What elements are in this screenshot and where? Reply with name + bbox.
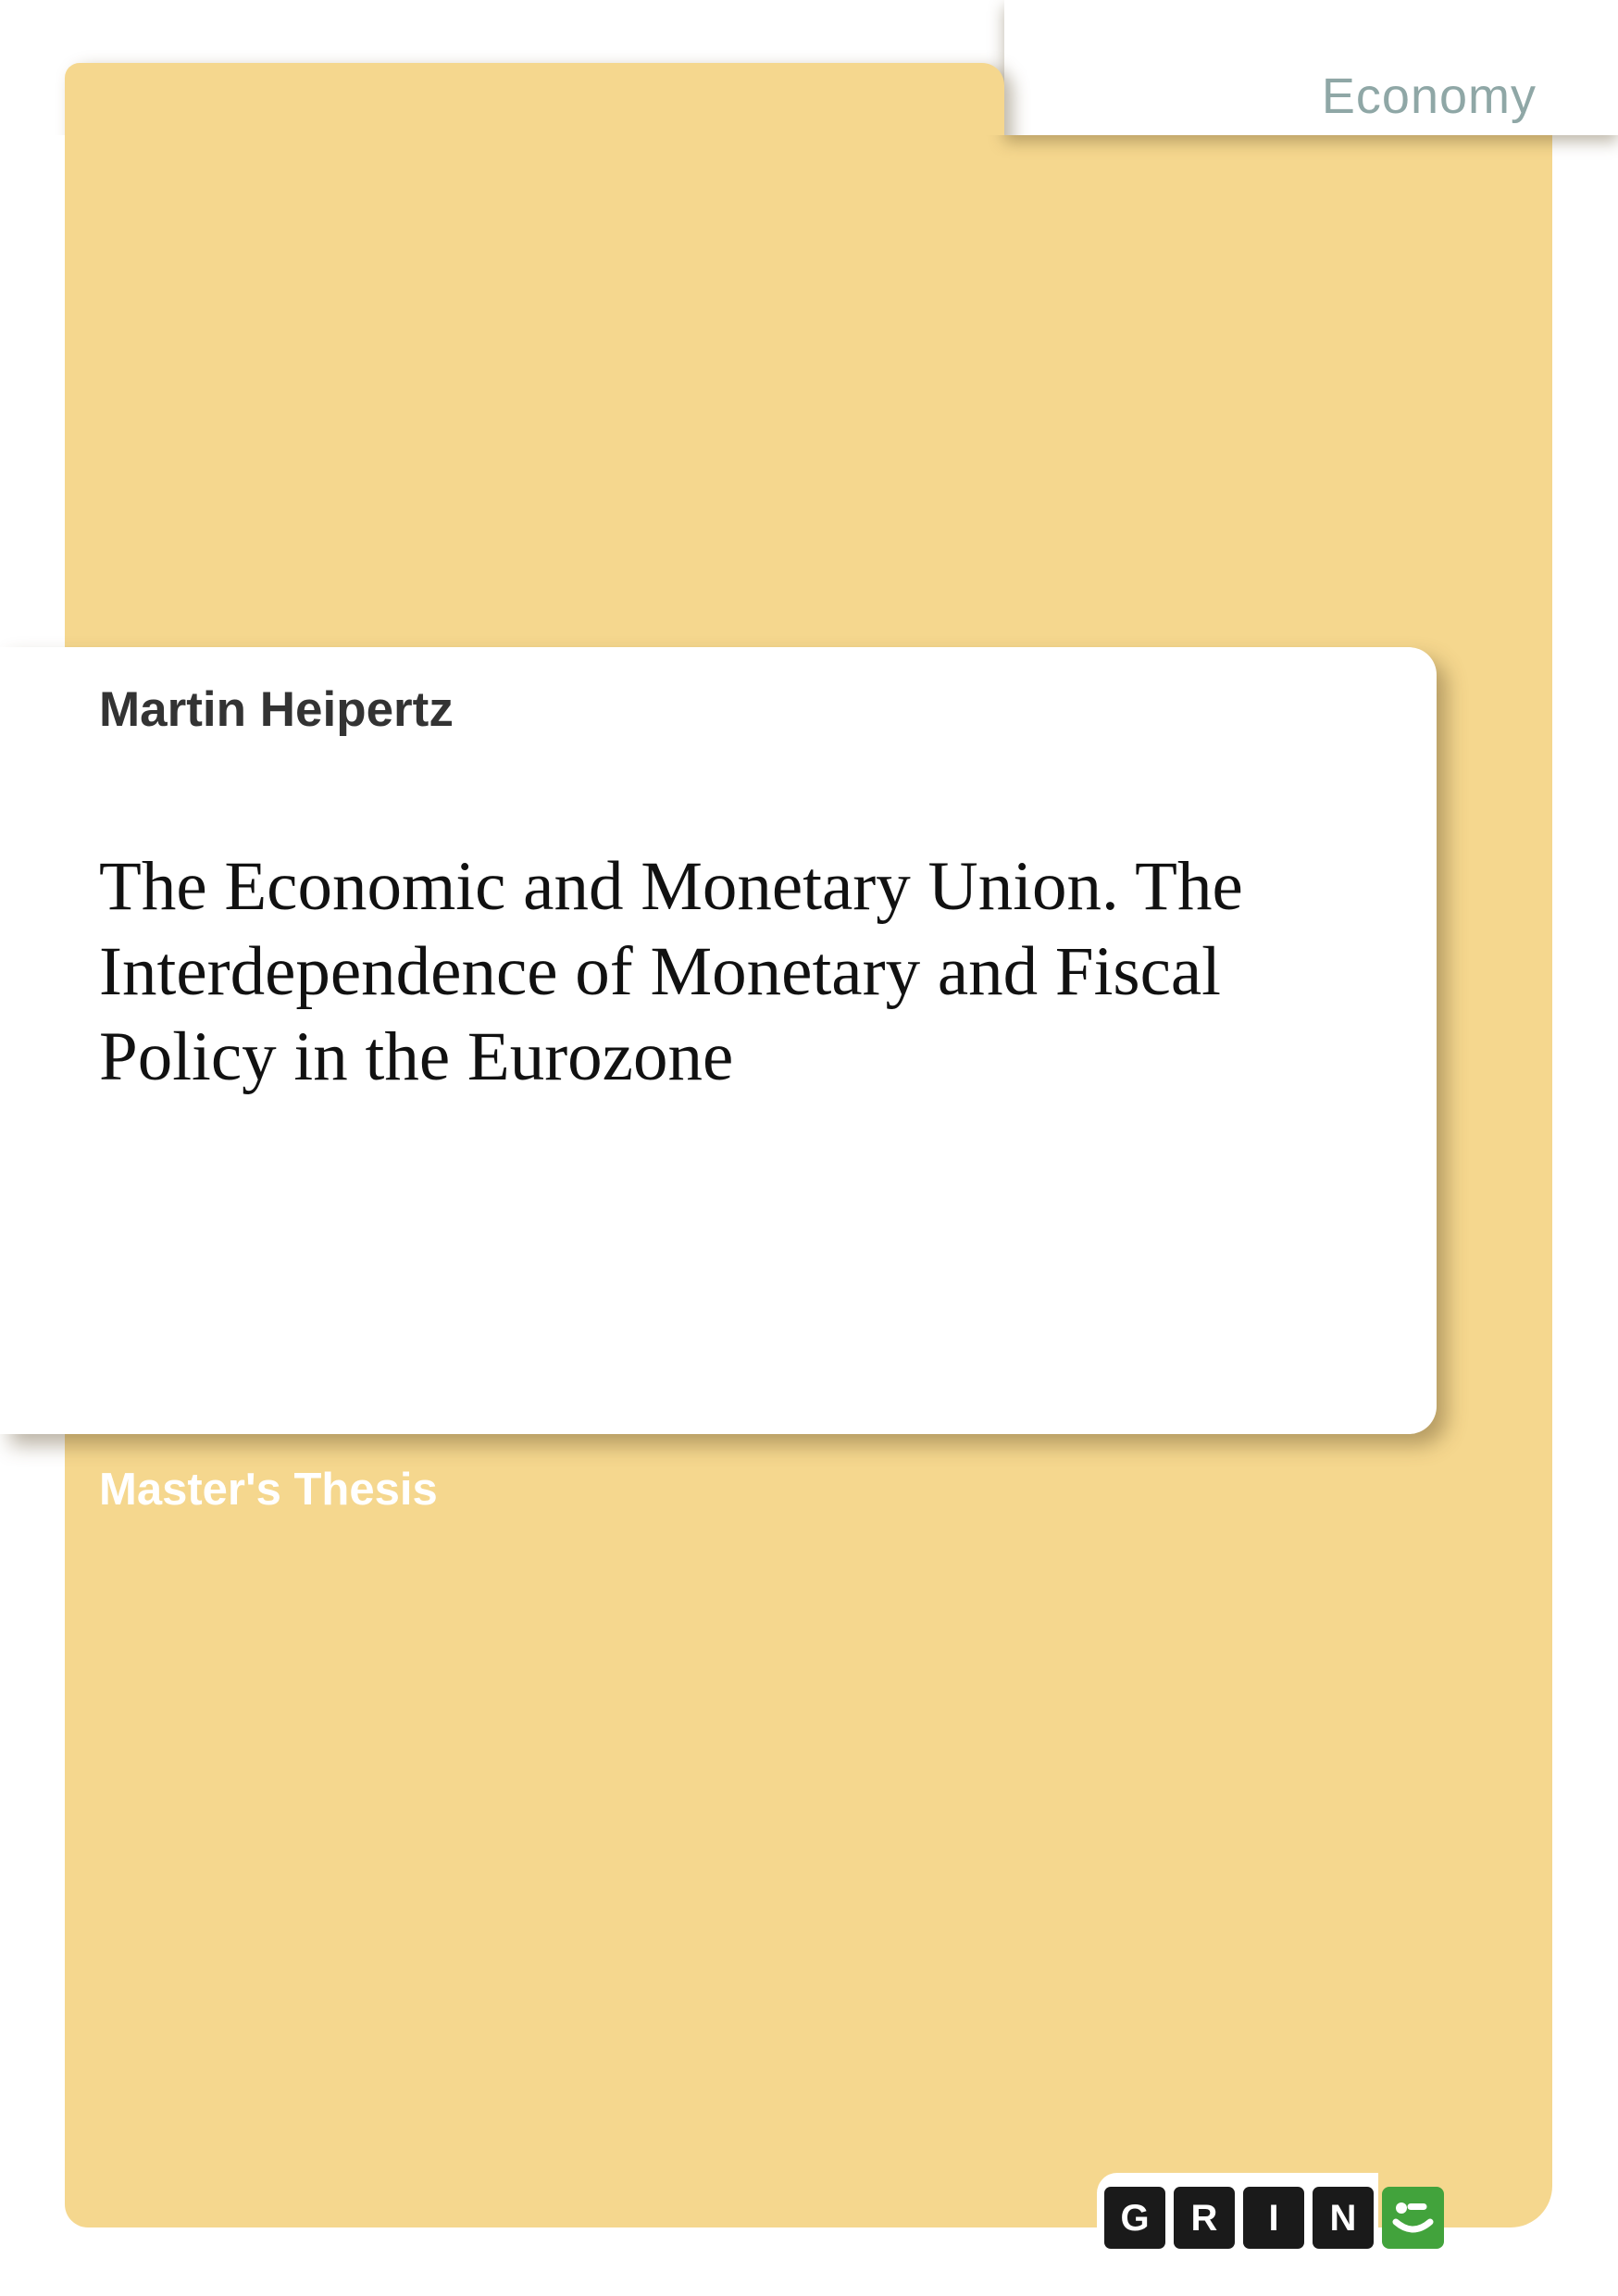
logo-letter: N: [1329, 2197, 1357, 2239]
title-line: The Economic and Monetary Union. The: [99, 848, 1243, 925]
logo-letter: I: [1268, 2197, 1279, 2239]
author-name: Martin Heipertz: [99, 682, 454, 737]
title-card: [0, 647, 1437, 1434]
logo-letter-box: [1104, 2187, 1165, 2249]
logo-letter-box: [1243, 2187, 1304, 2249]
winking-smiley-icon: [1382, 2187, 1444, 2249]
title-line: Interdependence of Monetary and Fiscal: [99, 933, 1222, 1010]
logo-letter-box: [1313, 2187, 1374, 2249]
book-title: [99, 844, 1243, 1100]
title-line: Policy in the Eurozone: [99, 1018, 734, 1095]
grin-logo: [1104, 2187, 1444, 2249]
logo-letter-box: [1174, 2187, 1235, 2249]
cover-tab: [65, 63, 1004, 135]
logo-letter: G: [1120, 2197, 1150, 2239]
logo-letter: R: [1190, 2197, 1218, 2239]
document-type-label: Master's Thesis: [99, 1465, 438, 1515]
category-label: Economy: [1321, 69, 1537, 124]
smiley-box: [1382, 2187, 1444, 2249]
